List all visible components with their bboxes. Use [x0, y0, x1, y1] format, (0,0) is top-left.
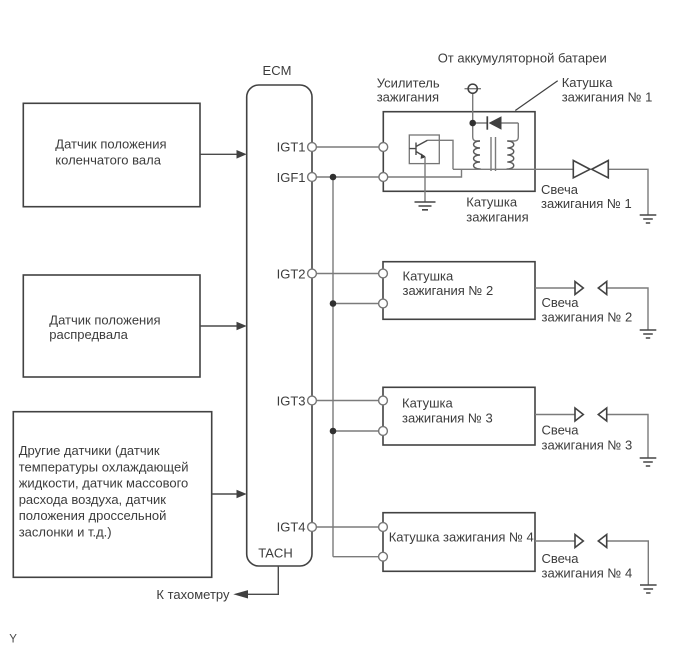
tach-wire: [247, 566, 278, 594]
signal-wires: [312, 147, 383, 557]
other-sensors-box: [13, 412, 211, 578]
battery-label: От аккумуляторной батареи: [437, 50, 607, 66]
ecm-module: [247, 63, 312, 566]
coil1-callout-line2: зажигания № 1: [561, 89, 653, 105]
tach-arrow-head: [233, 590, 248, 598]
igf-junction-dot-3: [330, 428, 337, 435]
amplifier-igt1-pin: [379, 143, 388, 152]
other-sensors-label-line2: температуры охлаждающей: [18, 459, 189, 475]
plug3-ground-icon: [640, 458, 657, 466]
other-sensors-label-line6: заслонки и т.д.): [18, 524, 112, 540]
plug1-label-line2: зажигания № 1: [541, 196, 632, 212]
igf-junction-dot-1: [330, 174, 337, 181]
crankshaft-sensor-label-line1: Датчик положения: [55, 136, 167, 152]
amplifier-ground-icon: [415, 202, 436, 210]
ecm-pin-igt4: IGT4: [276, 519, 306, 535]
camshaft-sensor-label-line1: Датчик положения: [49, 312, 161, 328]
other-sensors-label-line5: положения дроссельной: [18, 508, 167, 524]
coil3-label-line1: Катушка: [402, 395, 453, 411]
plug3-right-electrode-icon: [598, 408, 606, 421]
igf-feedback-wire: [333, 177, 383, 557]
plug2-label-line2: зажигания № 2: [541, 309, 633, 325]
coil2-label-line2: зажигания № 2: [402, 283, 494, 298]
plug4-right-electrode-icon: [598, 535, 606, 548]
coil2-igf-pin: [379, 299, 388, 308]
plug2-label-line1: Свеча: [541, 294, 579, 310]
battery-junction-dot: [469, 120, 476, 127]
plug1-ground-icon: [640, 215, 657, 223]
crankshaft-sensor-label-line2: коленчатого вала: [55, 152, 161, 168]
amplifier-label-line1: Усилитель: [376, 75, 440, 91]
plug1-label-line1: Свеча: [541, 181, 578, 197]
crankshaft-arrow-head: [237, 150, 247, 159]
coil3-igf-pin: [379, 427, 388, 436]
ignition-coil-2-box: [383, 262, 656, 338]
ecm-pin-igt2: IGT2: [276, 266, 306, 282]
plug3-label-line1: Свеча: [541, 422, 579, 438]
coil1-callout-leader: [515, 81, 557, 111]
crankshaft-sensor-box: [23, 103, 200, 206]
ecm-igt4-pin: [308, 523, 317, 532]
ecm-igf1-pin: [308, 173, 317, 182]
other-sensors-label-line1: Другие датчики (датчик: [18, 443, 160, 458]
plug2-ground-icon: [640, 330, 657, 338]
plug4-label-line1: Свеча: [541, 551, 579, 566]
coil2-label-line1: Катушка: [402, 268, 454, 284]
coil4-igt4-pin: [379, 523, 388, 532]
ecm-pin-igt3: IGT3: [276, 393, 306, 409]
plug2-right-electrode-icon: [598, 282, 606, 295]
ecm-igt2-pin: [308, 269, 317, 278]
coil4-igf-pin: [379, 552, 388, 561]
ecm-igt1-pin: [308, 143, 317, 152]
igt-wires: [312, 147, 383, 527]
plug3-label-line2: зажигания № 3: [541, 437, 633, 453]
figure-mark: Y: [9, 633, 17, 646]
camshaft-sensor-label-line2: распредвала: [49, 326, 128, 342]
other-sensors-arrow-head: [237, 490, 247, 499]
coil1-inner-label-line1: Катушка: [466, 194, 518, 210]
ecm-igt3-pin: [308, 396, 317, 405]
ecm-pin-igt1: IGT1: [276, 139, 306, 155]
coil2-igt2-pin: [379, 269, 388, 278]
other-sensors-label-line4: расхода воздуха, датчик: [18, 491, 167, 507]
ecm-pin-igf1: IGF1: [276, 170, 306, 185]
igf-junction-dot-2: [330, 300, 337, 307]
coil4-label: Катушка зажигания № 4: [388, 529, 534, 545]
plug2-left-electrode-icon: [575, 282, 583, 295]
camshaft-arrow-head: [237, 322, 247, 331]
coil1-callout-line1: Катушка: [561, 75, 613, 90]
coil1-inner-label-line2: зажигания: [466, 209, 529, 225]
ecm-pin-tach: TACH: [258, 545, 293, 561]
plug1-left-electrode-icon: [573, 161, 590, 178]
plug4-label-line2: зажигания № 4: [541, 565, 633, 581]
ecm-title: ECM: [262, 63, 292, 78]
tachometer-label: К тахометру: [156, 587, 230, 602]
plug3-left-electrode-icon: [575, 408, 583, 421]
amplifier-label-line2: зажигания: [376, 89, 440, 105]
ignition-coil-3-box: [383, 387, 656, 466]
amplifier-igf1-pin: [379, 173, 388, 182]
camshaft-sensor-box: [23, 275, 200, 377]
other-sensors-label-line3: жидкости, датчик массового: [18, 475, 189, 491]
ignition-coil-4-box: [383, 513, 657, 593]
coil3-label-line2: зажигания № 3: [402, 410, 493, 426]
plug4-ground-icon: [640, 585, 657, 593]
ecm-outline: [247, 85, 312, 566]
plug1-right-electrode-icon: [592, 161, 609, 178]
coil3-igt3-pin: [379, 396, 388, 405]
plug4-left-electrode-icon: [575, 535, 583, 548]
